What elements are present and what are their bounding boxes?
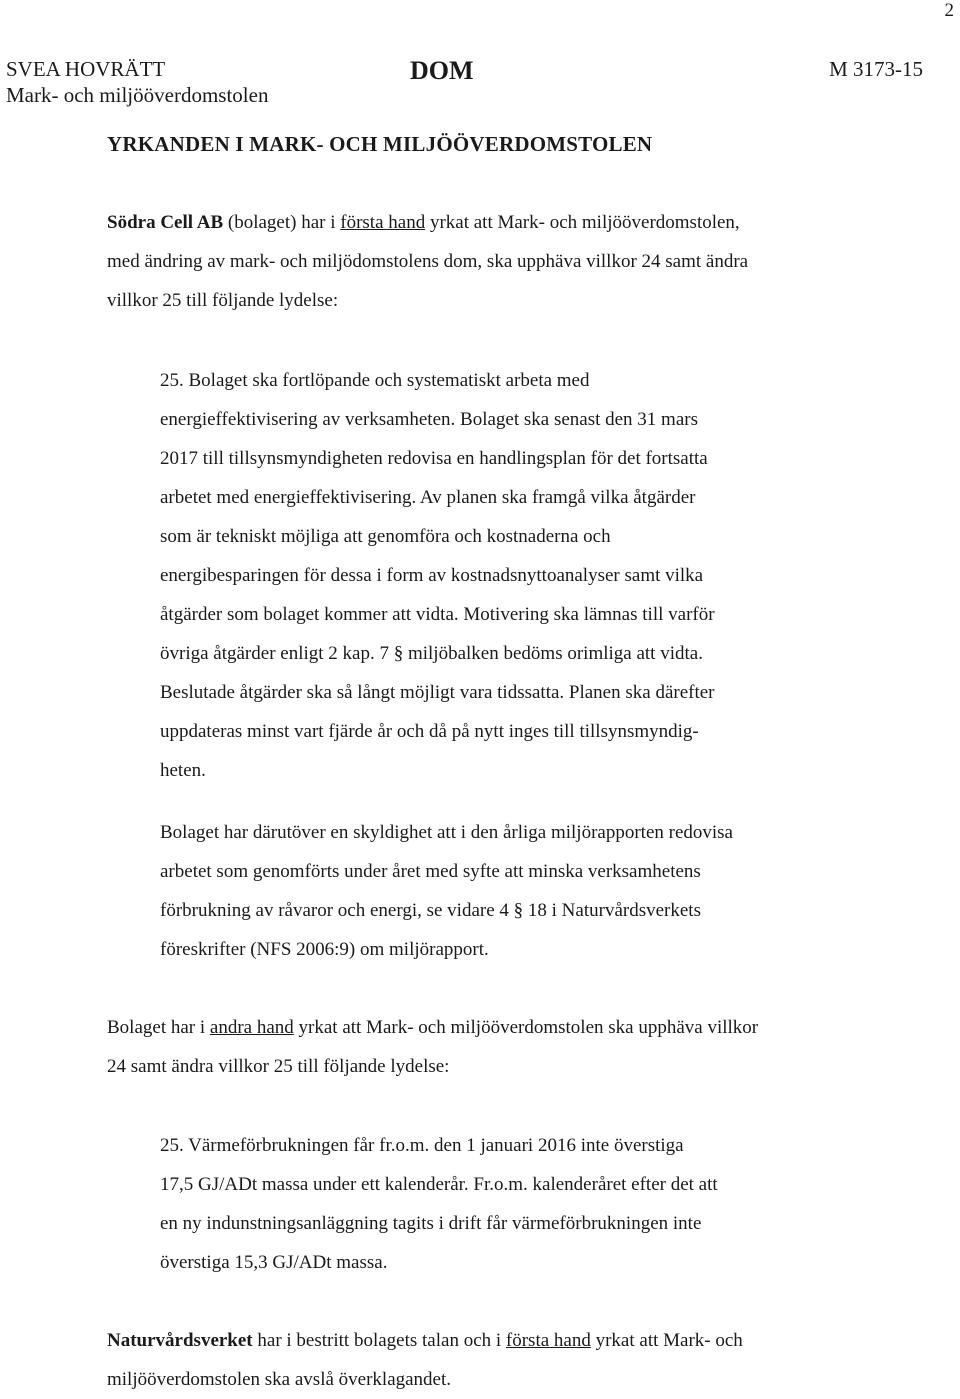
party-name: Södra Cell AB [107, 212, 224, 233]
quote-line: 2017 till tillsynsmyndigheten redovisa en handlingsplan för det fortsatta [160, 448, 708, 469]
document-type: DOM [410, 56, 474, 85]
quote-line: 25. Bolaget ska fortlöpande och systematiskt arbeta med [160, 370, 590, 391]
text-run: yrkat att Mark- och miljööverdomstolen ska upphäva villkor [293, 1017, 759, 1038]
quote-line: 25. Värmeförbrukningen får fr.o.m. den 1 januari 2016 inte överstiga [160, 1135, 684, 1156]
quote-line: Bolaget har därutöver en skyldighet att i den årliga miljörapporten redovisa [160, 822, 733, 843]
paragraph-line: miljööverdomstolen ska avslå överklagandet. [107, 1369, 452, 1390]
respondent-paragraph [107, 1321, 743, 1399]
secondary-claim-paragraph [107, 1008, 758, 1086]
quote-line: överstiga 15,3 GJ/ADt massa. [160, 1252, 388, 1273]
quote-line: energieffektivisering av verksamheten. Bolaget ska senast den 31 mars [160, 409, 698, 430]
primary-claim-paragraph [107, 203, 748, 320]
quote-line: uppdateras minst vart fjärde år och då på nytt inges till tillsynsmyndig- [160, 721, 699, 742]
page-number: 2 [944, 0, 954, 21]
quoted-condition-25-secondary [160, 1126, 718, 1282]
section-heading: YRKANDEN I MARK- OCH MILJÖÖVERDOMSTOLEN [107, 132, 653, 156]
text-run: har i bestritt bolagets talan och i [252, 1330, 506, 1351]
quote-line: åtgärder som bolaget kommer att vidta. Motivering ska lämnas till varför [160, 604, 715, 625]
quote-line: Beslutade åtgärder ska så långt möjligt vara tidssatta. Planen ska därefter [160, 682, 715, 703]
paragraph-line [107, 203, 748, 242]
quote-line: 17,5 GJ/ADt massa under ett kalenderår. Fr.o.m. kalenderåret efter det att [160, 1174, 718, 1195]
text-run: yrkat att Mark- och [590, 1330, 743, 1351]
court-name: SVEA HOVRÄTT [6, 57, 166, 81]
quote-line: energibesparingen för dessa i form av kostnadsnyttoanalyser samt vilka [160, 565, 704, 586]
text-run: (bolaget) har i [223, 212, 341, 233]
underlined-term: första hand [505, 1330, 591, 1351]
quote-line: arbetet som genomförts under året med syfte att minska verksamhetens [160, 861, 701, 882]
case-number: M 3173-15 [829, 57, 923, 81]
quote-line: förbrukning av råvaror och energi, se vidare 4 § 18 i Naturvårdsverkets [160, 900, 701, 921]
quoted-reporting-obligation [160, 813, 733, 969]
paragraph-line: med ändring av mark- och miljödomstolens dom, ska upphäva villkor 24 samt ändra [107, 251, 749, 272]
quote-line: som är tekniskt möjliga att genomföra och kostnaderna och [160, 526, 611, 547]
quote-line: heten. [160, 760, 206, 781]
text-run: yrkat att Mark- och miljööverdomstolen, [425, 212, 740, 233]
quote-line: en ny indunstningsanläggning tagits i drift får värmeförbrukningen inte [160, 1213, 702, 1234]
quoted-condition-25-primary [160, 361, 715, 790]
paragraph-line: villkor 25 till följande lydelse: [107, 290, 339, 311]
party-name: Naturvårdsverket [107, 1330, 253, 1351]
quote-line: föreskrifter (NFS 2006:9) om miljörapport. [160, 939, 489, 960]
paragraph-line [107, 1321, 743, 1360]
text-run: Bolaget har i [107, 1017, 210, 1038]
quote-line: övriga åtgärder enligt 2 kap. 7 § miljöbalken bedöms orimliga att vidta. [160, 643, 703, 664]
paragraph-line: 24 samt ändra villkor 25 till följande lydelse: [107, 1056, 450, 1077]
paragraph-line [107, 1008, 758, 1047]
sub-court-name: Mark- och miljööverdomstolen [6, 83, 269, 107]
underlined-term: första hand [340, 212, 426, 233]
quote-line: arbetet med energieffektivisering. Av planen ska framgå vilka åtgärder [160, 487, 696, 508]
underlined-term: andra hand [209, 1017, 294, 1038]
